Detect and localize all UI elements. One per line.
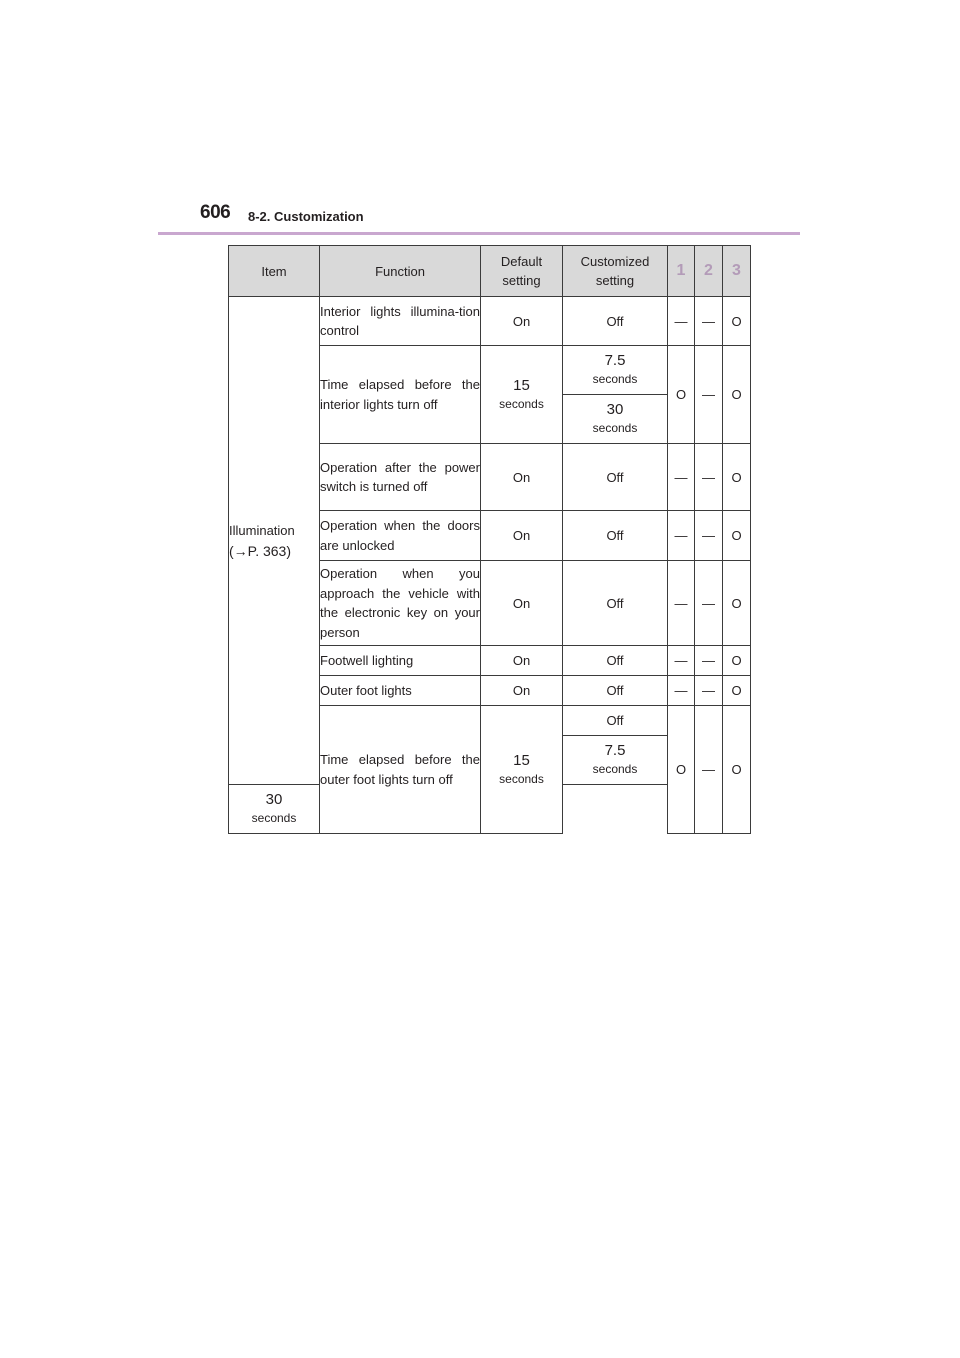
function-cell: Interior lights illumina-tion control: [320, 297, 481, 346]
custom-option-cell: [563, 395, 668, 444]
col-3-cell: O: [723, 297, 751, 346]
header-item: Item: [229, 246, 320, 297]
table-row: [229, 297, 751, 346]
col-2-marker: 2: [704, 262, 713, 279]
col-1-cell: —: [668, 646, 695, 676]
default-value: 15: [513, 751, 530, 769]
col-3-cell: O: [723, 706, 751, 834]
custom-cell: Off: [563, 561, 668, 646]
default-cell: On: [481, 561, 563, 646]
custom-cell: Off: [563, 676, 668, 706]
item-reference: (→P. 363): [229, 542, 291, 559]
col-2-cell: —: [695, 676, 723, 706]
col-2-cell: —: [695, 646, 723, 676]
default-cell: On: [481, 511, 563, 561]
page-number: 606: [200, 202, 231, 223]
custom-option-cell: Off: [563, 706, 668, 736]
col-1-cell: —: [668, 561, 695, 646]
col-2-cell: —: [695, 561, 723, 646]
table-header-row: [229, 246, 751, 297]
function-cell: Outer foot lights: [320, 676, 481, 706]
custom-option-unit: seconds: [592, 762, 638, 776]
section-title: 8-2. Customization: [248, 209, 364, 224]
col-3-cell: O: [723, 444, 751, 511]
item-cell-illumination: [229, 297, 320, 785]
col-3-cell: O: [723, 561, 751, 646]
custom-option-cell: [563, 736, 668, 785]
custom-option-unit: seconds: [592, 372, 638, 386]
header-function: Function: [320, 246, 481, 297]
header-default-label: Default setting: [500, 254, 543, 288]
col-1-marker: 1: [676, 262, 686, 279]
default-cell: [481, 346, 563, 444]
col-2-cell: —: [695, 297, 723, 346]
default-cell: On: [481, 444, 563, 511]
custom-option-unit: seconds: [592, 421, 638, 435]
function-cell: Operation after the power switch is turned off: [320, 444, 481, 511]
custom-cell: Off: [563, 511, 668, 561]
col-2-cell: —: [695, 444, 723, 511]
header-default-setting: [481, 246, 563, 297]
col-2-cell: —: [695, 706, 723, 834]
header-customized-setting: [563, 246, 668, 297]
custom-option-cell: [563, 346, 668, 395]
col-1-cell: —: [668, 297, 695, 346]
function-cell: Operation when the doors are unlocked: [320, 511, 481, 561]
page-header: [158, 202, 800, 236]
col-1-cell: —: [668, 676, 695, 706]
default-unit: seconds: [499, 396, 544, 411]
customization-table: [228, 245, 751, 834]
col-2-cell: —: [695, 511, 723, 561]
col-3-marker: 3: [732, 262, 741, 279]
default-value: 15: [513, 376, 530, 394]
header-col-3: [723, 246, 751, 297]
header-col-1: [668, 246, 695, 297]
function-cell: Footwell lighting: [320, 646, 481, 676]
default-cell: On: [481, 676, 563, 706]
col-1-cell: O: [668, 346, 695, 444]
header-customized-label: Customized setting: [580, 254, 650, 288]
col-1-cell: —: [668, 511, 695, 561]
col-3-cell: O: [723, 646, 751, 676]
function-cell: Operation when you approach the vehicle with the electronic key on your person: [320, 561, 481, 646]
col-1-cell: O: [668, 706, 695, 834]
col-3-cell: O: [723, 676, 751, 706]
col-1-cell: —: [668, 444, 695, 511]
custom-option-unit: seconds: [251, 811, 297, 825]
custom-option-value: 7.5: [604, 352, 626, 369]
function-cell: Time elapsed before the interior lights turn off: [320, 346, 481, 444]
default-unit: seconds: [499, 771, 544, 786]
col-3-cell: O: [723, 511, 751, 561]
custom-cell: Off: [563, 297, 668, 346]
default-cell: On: [481, 297, 563, 346]
default-cell: [481, 706, 563, 834]
default-cell: On: [481, 646, 563, 676]
custom-option-value: 7.5: [604, 742, 626, 759]
col-2-cell: —: [695, 346, 723, 444]
custom-option-cell: [229, 785, 320, 834]
col-3-cell: O: [723, 346, 751, 444]
custom-cell: Off: [563, 444, 668, 511]
custom-cell: Off: [563, 646, 668, 676]
function-cell: Time elapsed before the outer foot lights turn off: [320, 706, 481, 834]
custom-option-value: 30: [606, 401, 624, 418]
item-label: Illumination: [229, 522, 295, 538]
header-rule: [158, 232, 800, 235]
custom-option-value: 30: [265, 791, 283, 808]
header-col-2: [695, 246, 723, 297]
